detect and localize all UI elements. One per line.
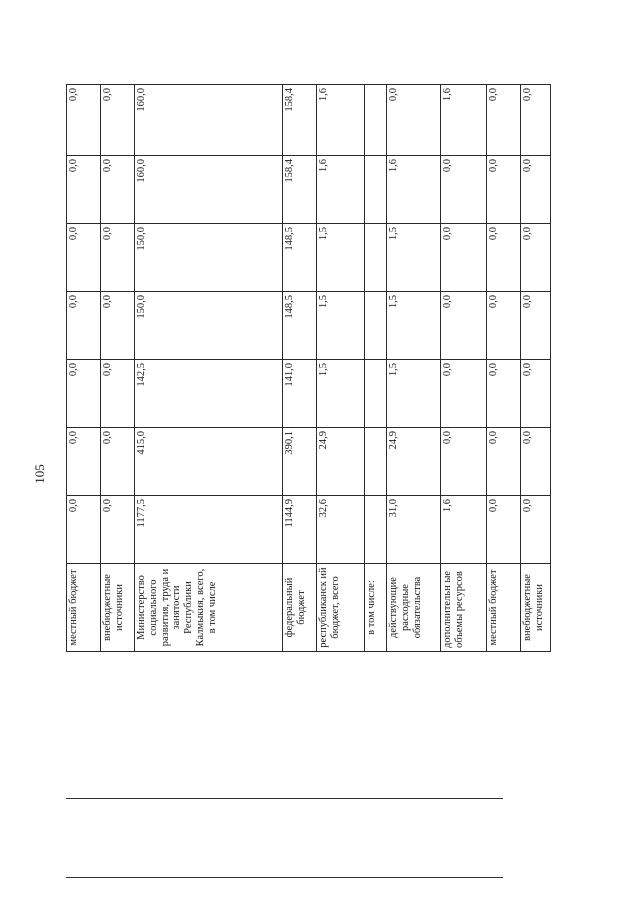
row-label: республиканск ий бюджет, всего	[317, 564, 365, 652]
row-label: действующие расходные обязательства	[387, 564, 441, 652]
table-row	[317, 85, 365, 652]
value-cell: 0,0	[441, 292, 487, 360]
value-cell: 0,0	[67, 85, 101, 156]
value-cell: 0,0	[101, 428, 135, 496]
value-cell: 0,0	[101, 85, 135, 156]
table-row	[67, 85, 101, 652]
value-cell: 1,5	[387, 224, 441, 292]
value-cell	[365, 224, 387, 292]
value-cell: 0,0	[101, 224, 135, 292]
value-cell	[365, 85, 387, 156]
value-cell: 32,6	[317, 496, 365, 564]
value-cell: 150,0	[135, 224, 283, 292]
value-cell: 24,9	[387, 428, 441, 496]
value-cell: 0,0	[101, 156, 135, 224]
row-label: федеральный бюджет	[283, 564, 317, 652]
value-cell: 0,0	[521, 360, 551, 428]
value-cell: 0,0	[67, 292, 101, 360]
value-cell: 390,1	[283, 428, 317, 496]
value-cell: 0,0	[67, 496, 101, 564]
table-row	[135, 85, 283, 652]
value-cell: 0,0	[67, 360, 101, 428]
value-cell: 1,6	[317, 156, 365, 224]
budget-table	[66, 84, 551, 652]
rotated-table-sheet	[66, 85, 545, 652]
table-row	[365, 85, 387, 652]
value-cell: 1,6	[317, 85, 365, 156]
value-cell: 0,0	[487, 292, 521, 360]
value-cell: 0,0	[67, 428, 101, 496]
value-cell: 0,0	[487, 156, 521, 224]
value-cell: 142,5	[135, 360, 283, 428]
value-cell: 0,0	[441, 156, 487, 224]
value-cell: 1,6	[387, 156, 441, 224]
value-cell: 1177,5	[135, 496, 283, 564]
value-cell: 1,5	[387, 360, 441, 428]
value-cell	[365, 428, 387, 496]
table-row	[101, 85, 135, 652]
value-cell: 160,0	[135, 156, 283, 224]
table-row	[387, 85, 441, 652]
value-cell: 1,5	[317, 292, 365, 360]
value-cell: 0,0	[441, 224, 487, 292]
table-row	[283, 85, 317, 652]
value-cell	[365, 156, 387, 224]
value-cell	[365, 360, 387, 428]
value-cell: 1,5	[317, 360, 365, 428]
table-body	[67, 85, 551, 652]
value-cell: 0,0	[487, 428, 521, 496]
value-cell: 1,5	[387, 292, 441, 360]
value-cell: 0,0	[521, 496, 551, 564]
row-label: внебюджетные источники	[101, 564, 135, 652]
row-label: Министерство социального развития, труда и занятости Республики Калмыкия, всего, в том числе	[135, 564, 283, 652]
value-cell: 0,0	[487, 496, 521, 564]
table-row	[487, 85, 521, 652]
table-row	[441, 85, 487, 652]
horizontal-rule-lower	[66, 877, 503, 878]
value-cell: 31,0	[387, 496, 441, 564]
value-cell: 0,0	[487, 85, 521, 156]
value-cell: 1,6	[441, 85, 487, 156]
value-cell: 0,0	[67, 224, 101, 292]
horizontal-rule-upper	[66, 798, 503, 799]
value-cell: 0,0	[521, 292, 551, 360]
value-cell	[365, 292, 387, 360]
value-cell: 141,0	[283, 360, 317, 428]
value-cell: 1,6	[441, 496, 487, 564]
value-cell: 150,0	[135, 292, 283, 360]
row-label: дополнительн ые объемы ресурсов	[441, 564, 487, 652]
row-label: местный бюджет	[67, 564, 101, 652]
value-cell: 0,0	[521, 85, 551, 156]
row-label: местный бюджет	[487, 564, 521, 652]
value-cell: 415,0	[135, 428, 283, 496]
value-cell: 0,0	[487, 224, 521, 292]
page-number: 105	[32, 464, 47, 484]
value-cell: 0,0	[101, 496, 135, 564]
value-cell: 0,0	[101, 360, 135, 428]
value-cell: 160,0	[135, 85, 283, 156]
value-cell: 158,4	[283, 156, 317, 224]
table-row	[521, 85, 551, 652]
value-cell: 0,0	[487, 360, 521, 428]
table-rotation-frame	[66, 85, 545, 652]
value-cell: 148,5	[283, 292, 317, 360]
value-cell: 0,0	[101, 292, 135, 360]
value-cell: 1,5	[317, 224, 365, 292]
value-cell: 0,0	[521, 224, 551, 292]
row-label: внебюджетные источники	[521, 564, 551, 652]
value-cell: 0,0	[387, 85, 441, 156]
value-cell: 24,9	[317, 428, 365, 496]
value-cell: 0,0	[521, 428, 551, 496]
value-cell: 0,0	[67, 156, 101, 224]
row-label: в том числе:	[365, 564, 387, 652]
value-cell: 1144,9	[283, 496, 317, 564]
value-cell: 0,0	[441, 428, 487, 496]
value-cell: 148,5	[283, 224, 317, 292]
value-cell	[365, 496, 387, 564]
value-cell: 0,0	[521, 156, 551, 224]
value-cell: 0,0	[441, 360, 487, 428]
value-cell: 158,4	[283, 85, 317, 156]
